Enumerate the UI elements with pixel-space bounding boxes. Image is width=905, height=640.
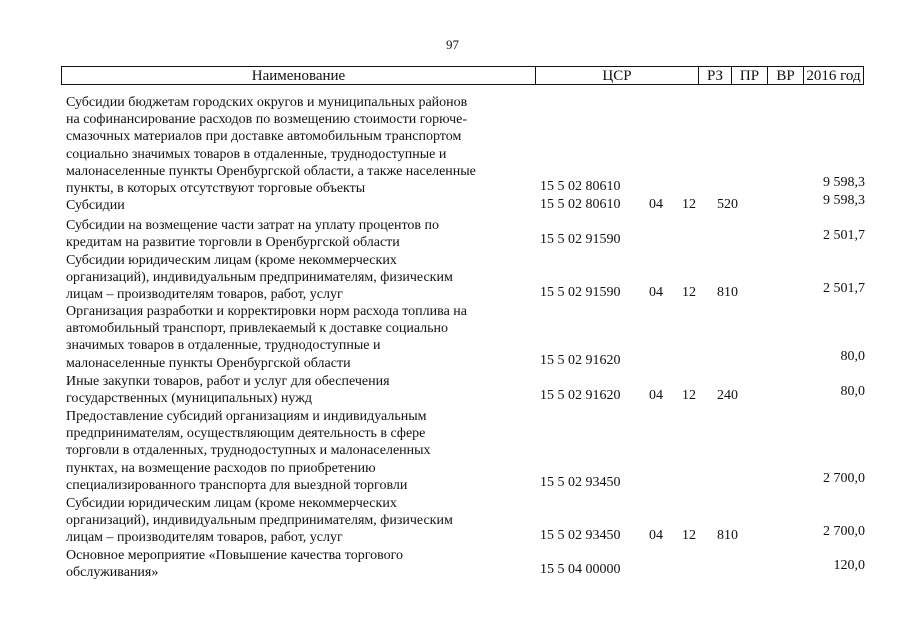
- row-name: Субсидии: [66, 198, 125, 213]
- row-name: Субсидии юридическим лицам (кроме некоммерческих организаций), индивидуальным предпринимателям, физическим лицам – производителям товаров, работ, услуг: [66, 253, 453, 303]
- header-name: Наименование: [62, 67, 536, 84]
- row-csr: 15 5 02 80610: [540, 197, 621, 212]
- row-pr: 12: [682, 528, 696, 543]
- row-amount: 120,0: [833, 558, 865, 573]
- row-amount: 80,0: [840, 384, 865, 399]
- table-header: [61, 66, 864, 85]
- header-rz: РЗ: [699, 67, 732, 84]
- row-csr: 15 5 02 91620: [540, 388, 621, 403]
- row-name: Субсидии бюджетам городских округов и муниципальных районов на софинансирование расходов по возмещению стоимости горюче- смазочных материалов при доставке автомобильным транспортом социально значимых товаров в отдаленные, труднодоступные и малонаселенные пункты Оренбургской области, а также населенные пункты, в которых отсутствуют торговые объекты: [66, 95, 476, 197]
- row-csr: 15 5 02 93450: [540, 475, 621, 490]
- row-csr: 15 5 04 00000: [540, 562, 621, 577]
- row-rz: 04: [649, 197, 663, 212]
- row-vr: 240: [717, 388, 738, 403]
- row-amount: 80,0: [840, 349, 865, 364]
- row-csr: 15 5 02 93450: [540, 528, 621, 543]
- row-vr: 810: [717, 528, 738, 543]
- row-csr: 15 5 02 91590: [540, 232, 621, 247]
- row-amount: 9 598,3: [823, 175, 865, 190]
- row-name: Иные закупки товаров, работ и услуг для обеспечения государственных (муниципальных) нужд: [66, 374, 390, 407]
- row-rz: 04: [649, 285, 663, 300]
- header-vr: ВР: [768, 67, 804, 84]
- row-amount: 2 700,0: [823, 524, 865, 539]
- row-name: Предоставление субсидий организациям и индивидуальным предпринимателям, осуществляющим деятельность в сфере торговли в отдаленных, труднодоступных и малонаселенных пунктах, на возмещение расходов по приобретению специализированного транспорта для выездной торговли: [66, 409, 431, 493]
- row-pr: 12: [682, 197, 696, 212]
- row-pr: 12: [682, 285, 696, 300]
- row-csr: 15 5 02 91620: [540, 353, 621, 368]
- row-csr: 15 5 02 80610: [540, 179, 621, 194]
- row-amount: 2 700,0: [823, 471, 865, 486]
- row-name: Субсидии юридическим лицам (кроме некоммерческих организаций), индивидуальным предпринимателям, физическим лицам – производителям товаров, работ, услуг: [66, 496, 453, 546]
- header-csr: ЦСР: [536, 67, 699, 84]
- row-rz: 04: [649, 388, 663, 403]
- header-pr: ПР: [732, 67, 768, 84]
- page-number: 97: [446, 37, 459, 52]
- row-rz: 04: [649, 528, 663, 543]
- row-vr: 520: [717, 197, 738, 212]
- row-pr: 12: [682, 388, 696, 403]
- row-name: Основное мероприятие «Повышение качества торгового обслуживания»: [66, 548, 403, 581]
- row-amount: 2 501,7: [823, 281, 865, 296]
- row-vr: 810: [717, 285, 738, 300]
- row-name: Организация разработки и корректировки норм расхода топлива на автомобильный транспорт, привлекаемый к доставке социально значимых товаров в отдаленные, труднодоступные и малонаселенные пункты Оренбургской области: [66, 304, 467, 371]
- row-amount: 9 598,3: [823, 193, 865, 208]
- row-csr: 15 5 02 91590: [540, 285, 621, 300]
- row-name: Субсидии на возмещение части затрат на уплату процентов по кредитам на развитие торговли в Оренбургской области: [66, 218, 439, 251]
- header-year: 2016 год: [806, 68, 861, 84]
- row-amount: 2 501,7: [823, 228, 865, 243]
